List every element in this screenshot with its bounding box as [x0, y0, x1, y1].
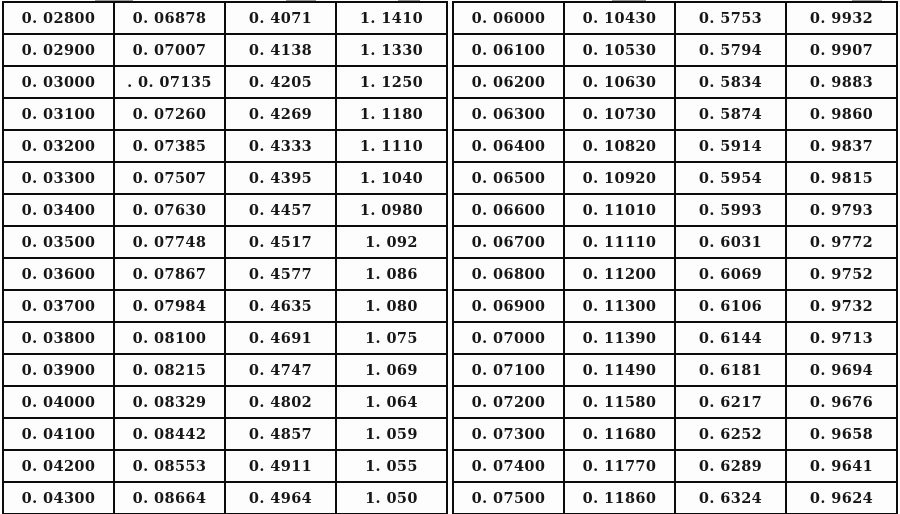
- table-row: [3, 130, 447, 162]
- table-row: [3, 450, 447, 482]
- table-cell: 0. 07260: [114, 98, 225, 130]
- table-cell: 0. 07200: [453, 386, 564, 418]
- table-cell: 1. 064: [336, 386, 447, 418]
- table-cell: 0. 9793: [786, 194, 897, 226]
- left-table-body: [3, 2, 447, 514]
- table-cell: 0. 4395: [225, 162, 336, 194]
- table-row: [453, 34, 897, 66]
- table-cell: 0. 5993: [675, 194, 786, 226]
- table-cell: 0. 9624: [786, 482, 897, 514]
- table-row: [453, 98, 897, 130]
- table-cell: 0. 08215: [114, 354, 225, 386]
- table-cell: 0. 03500: [3, 226, 114, 258]
- table-cell: 0. 9641: [786, 450, 897, 482]
- table-cell: 0. 07500: [453, 482, 564, 514]
- table-cell: 0. 6106: [675, 290, 786, 322]
- table-row: [3, 2, 447, 34]
- table-cell: 0. 5794: [675, 34, 786, 66]
- table-cell: 0. 03700: [3, 290, 114, 322]
- table-cell: 0. 6069: [675, 258, 786, 290]
- table-cell: 0. 07400: [453, 450, 564, 482]
- table-cell: 0. 11490: [564, 354, 675, 386]
- table-cell: 0. 07300: [453, 418, 564, 450]
- table-cell: 0. 4577: [225, 258, 336, 290]
- table-cell: 0. 11580: [564, 386, 675, 418]
- table-cell: 0. 6031: [675, 226, 786, 258]
- table-cell: 0. 5874: [675, 98, 786, 130]
- table-cell: 0. 9883: [786, 66, 897, 98]
- table-cell: 0. 07507: [114, 162, 225, 194]
- table-cell: 0. 9860: [786, 98, 897, 130]
- table-row: [3, 482, 447, 514]
- table-row: [3, 418, 447, 450]
- table-cell: 0. 4802: [225, 386, 336, 418]
- table-cell: 1. 092: [336, 226, 447, 258]
- table-row: [453, 386, 897, 418]
- table-cell: 0. 5753: [675, 2, 786, 34]
- table-row: [3, 226, 447, 258]
- table-cell: 0. 9752: [786, 258, 897, 290]
- table-row: [453, 194, 897, 226]
- table-cell: 0. 4205: [225, 66, 336, 98]
- table-cell: 1. 080: [336, 290, 447, 322]
- table-cell: 0. 4691: [225, 322, 336, 354]
- table-cell: 0. 10530: [564, 34, 675, 66]
- table-row: [453, 322, 897, 354]
- table-row: [453, 130, 897, 162]
- table-cell: 0. 4517: [225, 226, 336, 258]
- table-cell: 0. 5954: [675, 162, 786, 194]
- right-table-body: [453, 2, 897, 514]
- table-cell: . 0. 07135: [114, 66, 225, 98]
- table-row: [3, 290, 447, 322]
- table-cell: 0. 08329: [114, 386, 225, 418]
- table-row: [3, 258, 447, 290]
- table-row: [453, 418, 897, 450]
- table-cell: 0. 4964: [225, 482, 336, 514]
- table-cell: 0. 9907: [786, 34, 897, 66]
- table-cell: 0. 07748: [114, 226, 225, 258]
- table-cell: 0. 11680: [564, 418, 675, 450]
- table-row: [3, 386, 447, 418]
- table-row: [453, 258, 897, 290]
- table-cell: 0. 9772: [786, 226, 897, 258]
- table-cell: 0. 04300: [3, 482, 114, 514]
- left-table: [2, 1, 448, 514]
- table-cell: 0. 9837: [786, 130, 897, 162]
- table-cell: 1. 055: [336, 450, 447, 482]
- table-cell: 0. 4138: [225, 34, 336, 66]
- table-cell: 0. 9676: [786, 386, 897, 418]
- table-row: [3, 66, 447, 98]
- table-cell: 0. 08553: [114, 450, 225, 482]
- table-cell: 0. 4857: [225, 418, 336, 450]
- table-cell: 0. 10730: [564, 98, 675, 130]
- table-cell: 1. 1250: [336, 66, 447, 98]
- table-row: [3, 162, 447, 194]
- table-cell: 0. 03600: [3, 258, 114, 290]
- table-row: [3, 34, 447, 66]
- table-cell: 0. 11390: [564, 322, 675, 354]
- table-cell: 0. 06000: [453, 2, 564, 34]
- table-cell: 0. 11770: [564, 450, 675, 482]
- table-cell: 1. 086: [336, 258, 447, 290]
- table-cell: 0. 06700: [453, 226, 564, 258]
- table-cell: 0. 03900: [3, 354, 114, 386]
- table-cell: 0. 4635: [225, 290, 336, 322]
- table-cell: 0. 08442: [114, 418, 225, 450]
- table-cell: 0. 08100: [114, 322, 225, 354]
- table-cell: 0. 11860: [564, 482, 675, 514]
- table-cell: 0. 6324: [675, 482, 786, 514]
- table-cell: 1. 1040: [336, 162, 447, 194]
- table-cell: 0. 11010: [564, 194, 675, 226]
- table-cell: 0. 06300: [453, 98, 564, 130]
- table-cell: 0. 06500: [453, 162, 564, 194]
- table-cell: 0. 03200: [3, 130, 114, 162]
- table-cell: 0. 11110: [564, 226, 675, 258]
- table-row: [453, 482, 897, 514]
- table-cell: 0. 07867: [114, 258, 225, 290]
- table-cell: 0. 11300: [564, 290, 675, 322]
- table-row: [453, 290, 897, 322]
- table-cell: 0. 4269: [225, 98, 336, 130]
- table-cell: 1. 1180: [336, 98, 447, 130]
- table-cell: 0. 08664: [114, 482, 225, 514]
- table-cell: 1. 1110: [336, 130, 447, 162]
- table-cell: 0. 10820: [564, 130, 675, 162]
- table-cell: 0. 6181: [675, 354, 786, 386]
- table-cell: 0. 10630: [564, 66, 675, 98]
- table-row: [453, 450, 897, 482]
- table-cell: 0. 07984: [114, 290, 225, 322]
- table-cell: 0. 9658: [786, 418, 897, 450]
- table-cell: 0. 9732: [786, 290, 897, 322]
- table-cell: 0. 06878: [114, 2, 225, 34]
- table-cell: 1. 075: [336, 322, 447, 354]
- table-cell: 0. 04200: [3, 450, 114, 482]
- table-row: [3, 194, 447, 226]
- table-cell: 0. 07630: [114, 194, 225, 226]
- table-cell: 0. 03000: [3, 66, 114, 98]
- table-cell: 0. 06400: [453, 130, 564, 162]
- table-row: [3, 354, 447, 386]
- table-cell: 0. 03300: [3, 162, 114, 194]
- table-cell: 0. 03100: [3, 98, 114, 130]
- table-cell: 1. 059: [336, 418, 447, 450]
- table-cell: 0. 04100: [3, 418, 114, 450]
- table-row: [453, 162, 897, 194]
- table-cell: 0. 9932: [786, 2, 897, 34]
- table-cell: 0. 11200: [564, 258, 675, 290]
- table-cell: 0. 06600: [453, 194, 564, 226]
- table-cell: 0. 07007: [114, 34, 225, 66]
- table-cell: 0. 6217: [675, 386, 786, 418]
- table-row: [3, 98, 447, 130]
- table-cell: 1. 0980: [336, 194, 447, 226]
- table-cell: 0. 06900: [453, 290, 564, 322]
- table-cell: 0. 06800: [453, 258, 564, 290]
- table-cell: 0. 02800: [3, 2, 114, 34]
- table-row: [3, 322, 447, 354]
- table-cell: 1. 050: [336, 482, 447, 514]
- table-cell: 0. 5914: [675, 130, 786, 162]
- table-cell: 0. 4071: [225, 2, 336, 34]
- table-cell: 0. 10920: [564, 162, 675, 194]
- table-cell: 0. 9815: [786, 162, 897, 194]
- table-cell: 0. 03400: [3, 194, 114, 226]
- table-cell: 0. 07385: [114, 130, 225, 162]
- table-cell: 1. 1330: [336, 34, 447, 66]
- table-cell: 0. 9694: [786, 354, 897, 386]
- table-cell: 0. 6252: [675, 418, 786, 450]
- table-row: [453, 226, 897, 258]
- table-cell: 0. 07100: [453, 354, 564, 386]
- table-row: [453, 2, 897, 34]
- table-cell: 0. 4747: [225, 354, 336, 386]
- table-cell: 0. 6144: [675, 322, 786, 354]
- table-cell: 0. 07000: [453, 322, 564, 354]
- table-cell: 0. 6289: [675, 450, 786, 482]
- table-cell: 0. 10430: [564, 2, 675, 34]
- table-cell: 1. 1410: [336, 2, 447, 34]
- table-cell: 0. 03800: [3, 322, 114, 354]
- table-cell: 0. 02900: [3, 34, 114, 66]
- table-row: [453, 66, 897, 98]
- table-cell: 0. 4457: [225, 194, 336, 226]
- table-cell: 0. 9713: [786, 322, 897, 354]
- table-cell: 0. 4333: [225, 130, 336, 162]
- table-cell: 0. 04000: [3, 386, 114, 418]
- table-cell: 0. 5834: [675, 66, 786, 98]
- table-row: [453, 354, 897, 386]
- table-cell: 0. 06200: [453, 66, 564, 98]
- table-cell: 0. 4911: [225, 450, 336, 482]
- table-cell: 1. 069: [336, 354, 447, 386]
- table-cell: 0. 06100: [453, 34, 564, 66]
- right-table: [452, 1, 898, 514]
